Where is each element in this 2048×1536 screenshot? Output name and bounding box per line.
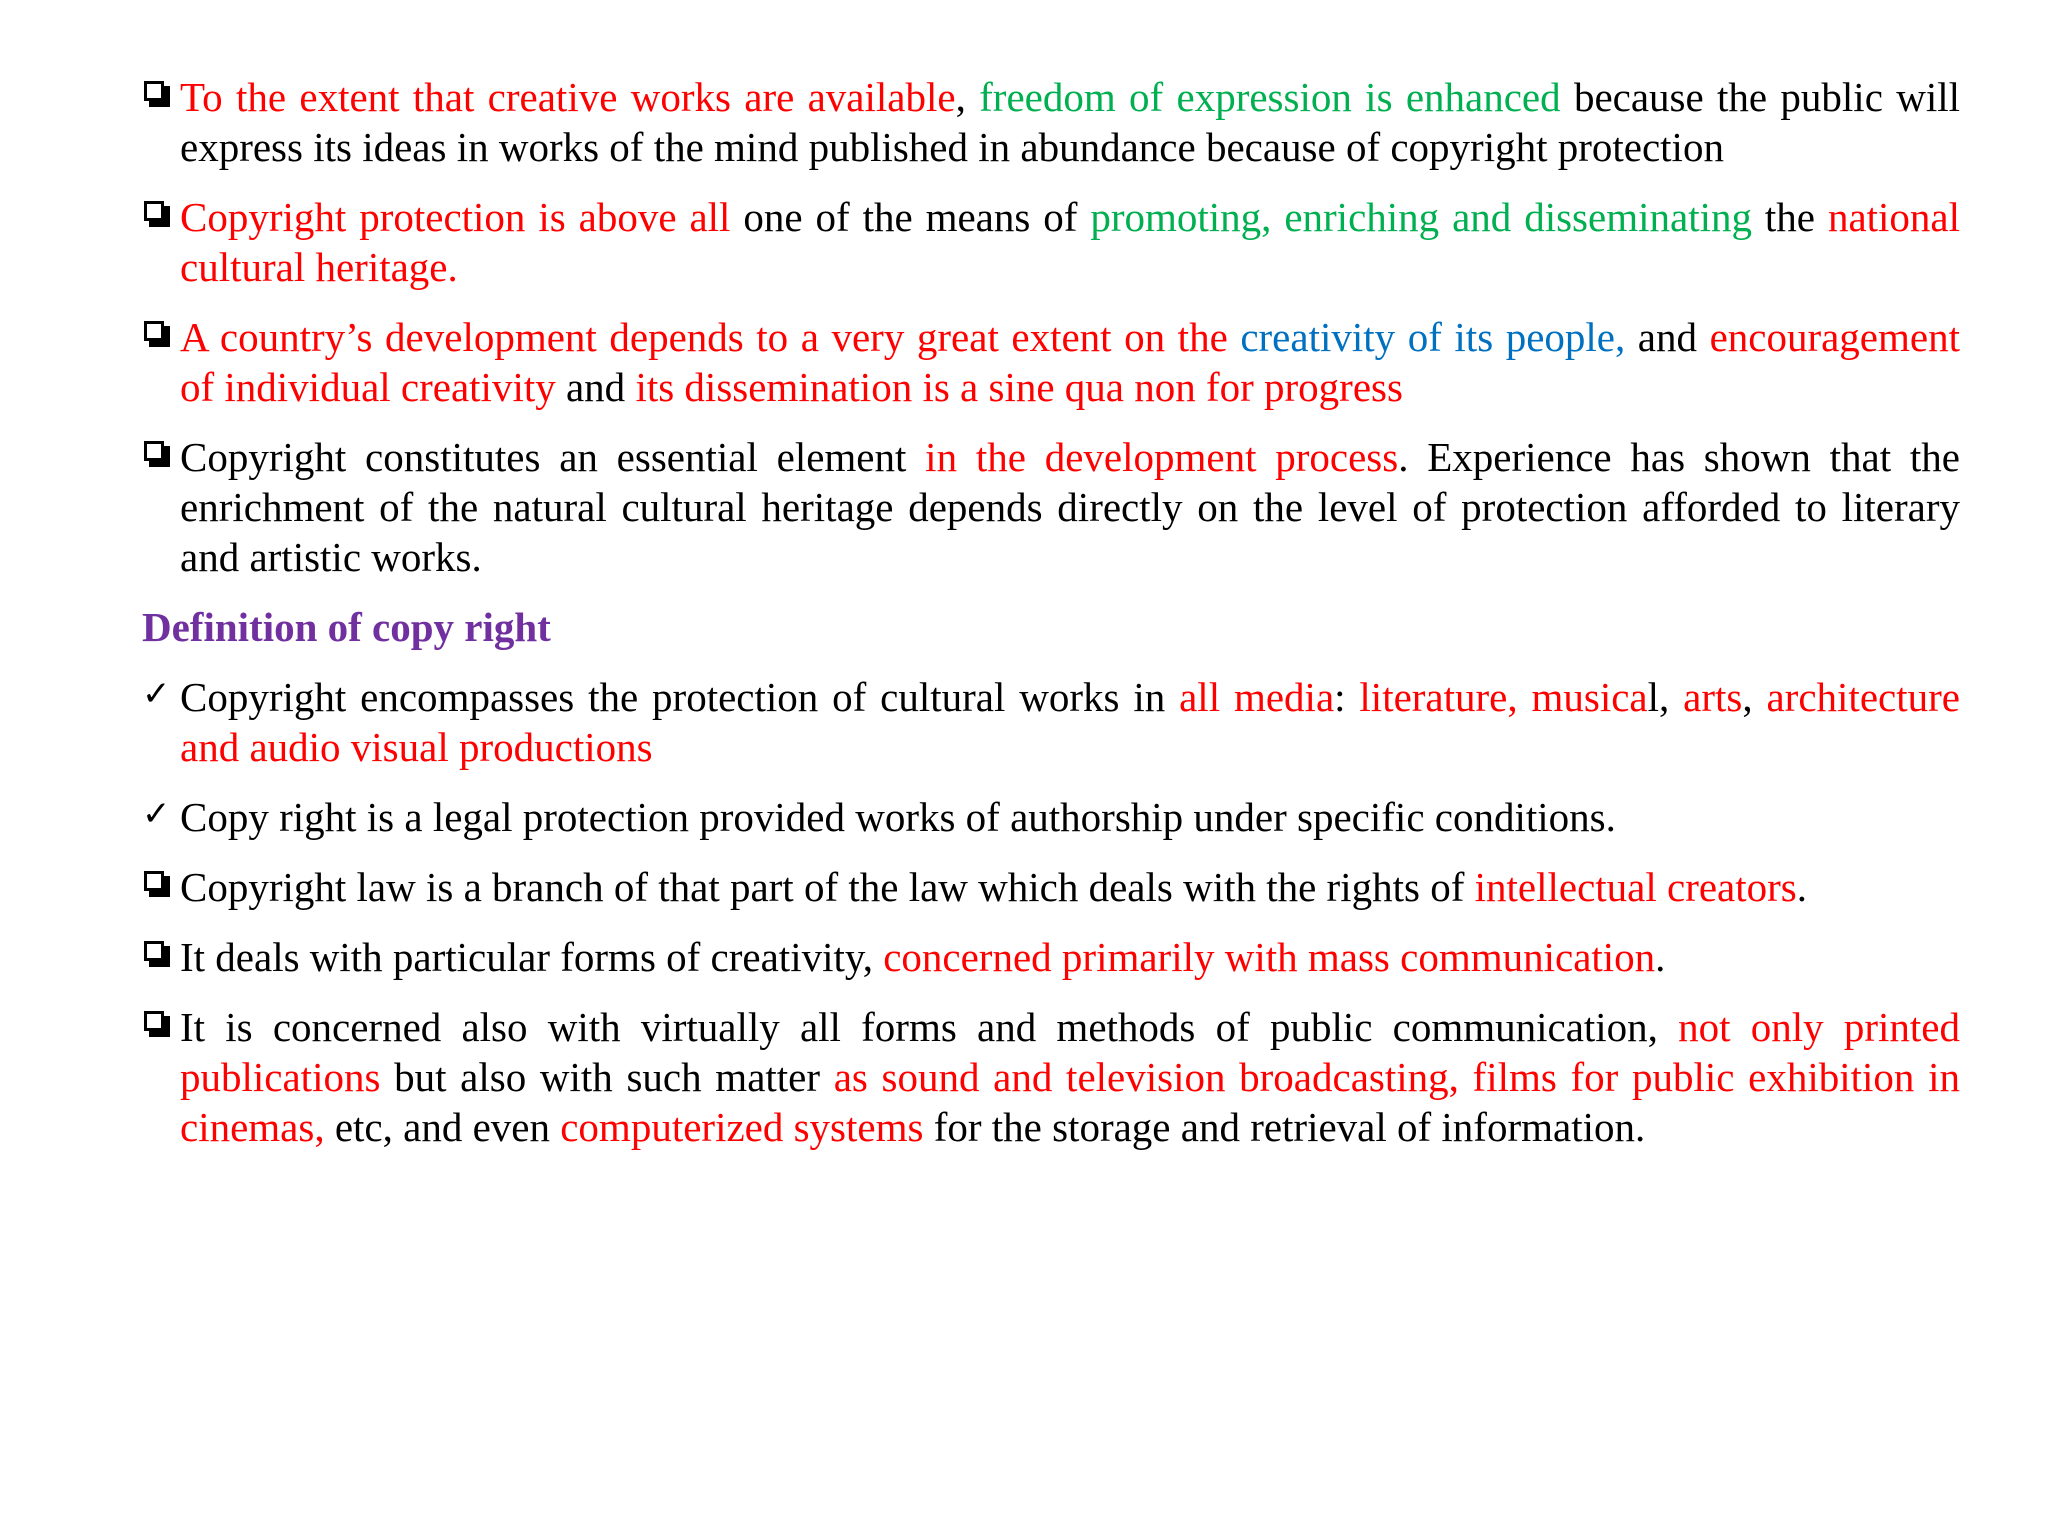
text-segment: creativity of its people, <box>1240 314 1626 360</box>
bullet-list-definition <box>142 672 1960 1152</box>
text-segment: , <box>955 74 980 120</box>
text-segment: arts <box>1683 674 1743 720</box>
bullet-item <box>142 672 1960 772</box>
text-segment: because the public will express its ideas in works of the mind published in abundance because of copyright protection <box>180 74 1960 170</box>
text-segment: the <box>1751 194 1828 240</box>
text-segment: Copyright encompasses the protection of cultural works in <box>180 674 1180 720</box>
text-segment: A country’s development depends to a very great extent on the <box>180 314 1241 360</box>
bullet-item <box>142 792 1960 842</box>
square-bullet-icon <box>142 192 176 242</box>
bullet-item <box>142 862 1960 912</box>
text-segment: its dissemination is a sine qua non for progress <box>635 364 1403 410</box>
text-segment: . Experience has shown that the enrichment of the natural cultural heritage depends directly on the level of protection afforded to literary and artistic works. <box>180 434 1960 580</box>
square-bullet-icon <box>142 862 176 912</box>
text-segment: for the storage and retrieval of information. <box>923 1104 1646 1150</box>
text-segment: promoting, enriching and disseminating <box>1090 194 1752 240</box>
text-segment: Copy right is a legal protection provided works of authorship under specific conditions. <box>180 794 1616 840</box>
text-segment: one of the means of <box>730 194 1091 240</box>
text-segment: concerned primarily with mass communication <box>883 934 1656 980</box>
square-bullet-icon <box>142 932 176 982</box>
text-segment: Copyright law is a branch of that part of the law which deals with the rights of <box>180 864 1475 910</box>
square-bullet-icon <box>142 72 176 122</box>
text-segment: To the extent that creative works are available <box>180 74 956 120</box>
text-segment: but also with such matter <box>380 1054 834 1100</box>
bullet-item <box>142 432 1960 582</box>
text-segment: l, <box>1647 674 1684 720</box>
text-segment: architecture and audio visual productions <box>180 674 1960 770</box>
text-segment: Copyright protection is above all <box>180 194 731 240</box>
check-bullet-icon: ✓ <box>142 794 171 834</box>
text-segment: national cultural heritage. <box>180 194 1961 290</box>
bullet-item <box>142 72 1960 172</box>
bullet-item <box>142 932 1960 982</box>
text-segment: all media <box>1179 674 1335 720</box>
bullet-item <box>142 1002 1960 1152</box>
square-bullet-icon <box>142 432 176 482</box>
text-segment: It deals with particular forms of creativity, <box>180 934 884 980</box>
text-segment: as sound and television broadcasting, films for public exhibition in cinemas, <box>180 1054 1960 1150</box>
text-segment: : <box>1334 674 1360 720</box>
text-segment: , <box>1742 674 1767 720</box>
text-segment: and <box>555 364 636 410</box>
text-segment: computerized systems <box>560 1104 924 1150</box>
text-segment: intellectual creators <box>1474 864 1797 910</box>
text-segment: encouragement of individual creativity <box>180 314 1960 410</box>
text-segment: . <box>1796 864 1807 910</box>
square-bullet-icon <box>142 1002 176 1052</box>
check-bullet-icon: ✓ <box>142 674 171 714</box>
text-segment: It is concerned also with virtually all forms and methods of public communication, <box>180 1004 1679 1050</box>
bullet-list-intro <box>142 72 1960 582</box>
bullet-item <box>142 312 1960 412</box>
square-bullet-icon <box>142 312 176 362</box>
text-segment: . <box>1655 934 1666 980</box>
text-segment: freedom of expression is enhanced <box>979 74 1561 120</box>
text-segment: and <box>1625 314 1710 360</box>
text-segment: in the development process <box>925 434 1399 480</box>
bullet-item <box>142 192 1960 292</box>
text-segment: Copyright constitutes an essential element <box>180 434 926 480</box>
text-segment: literature, musica <box>1359 674 1648 720</box>
text-segment: not only printed publications <box>180 1004 1960 1100</box>
section-heading: Definition of copy right <box>142 604 551 650</box>
text-segment: etc, and even <box>324 1104 561 1150</box>
